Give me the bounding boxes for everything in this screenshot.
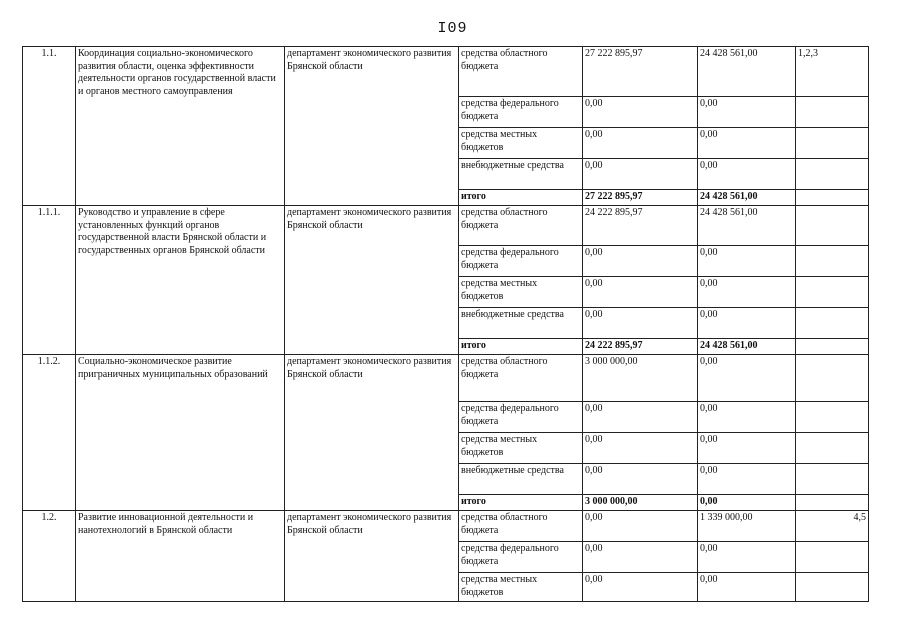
amount-2018: 0,00	[583, 433, 698, 464]
funding-source: средства областного бюджета	[459, 47, 583, 97]
amount-2019: 0,00	[698, 495, 796, 511]
item-executor: департамент экономического развития Брянской области	[285, 511, 459, 602]
amount-2018: 0,00	[583, 97, 698, 128]
amount-2018: 27 222 895,97	[583, 190, 698, 206]
amount-2019: 0,00	[698, 308, 796, 339]
amount-2018: 0,00	[583, 308, 698, 339]
item-name: Развитие инновационной деятельности и нанотехнологий в Брянской области	[76, 511, 285, 602]
amount-2019: 0,00	[698, 97, 796, 128]
indicator-reference	[796, 128, 869, 159]
amount-2018: 0,00	[583, 511, 698, 542]
amount-2019: 24 428 561,00	[698, 47, 796, 97]
indicator-reference	[796, 573, 869, 602]
indicator-reference	[796, 97, 869, 128]
table-row	[23, 355, 869, 402]
funding-source: средства местных бюджетов	[459, 277, 583, 308]
amount-2018: 0,00	[583, 277, 698, 308]
funding-source: внебюджетные средства	[459, 159, 583, 190]
amount-2018: 3 000 000,00	[583, 495, 698, 511]
budget-table-body	[23, 47, 869, 602]
indicator-reference	[796, 308, 869, 339]
amount-2018: 0,00	[583, 573, 698, 602]
item-name: Социально-экономическое развитие приграничных муниципальных образований	[76, 355, 285, 511]
amount-2019: 0,00	[698, 277, 796, 308]
item-number: 1.1.2.	[23, 355, 76, 511]
amount-2018: 0,00	[583, 542, 698, 573]
indicator-reference	[796, 339, 869, 355]
funding-source: внебюджетные средства	[459, 308, 583, 339]
item-number: 1.1.1.	[23, 206, 76, 355]
funding-source: средства федерального бюджета	[459, 402, 583, 433]
funding-source: итого	[459, 495, 583, 511]
funding-source: средства областного бюджета	[459, 511, 583, 542]
funding-source: итого	[459, 339, 583, 355]
item-name: Координация социально-экономического развития области, оценка эффективности деятельности органов государственной власти и органов местного самоуправления	[76, 47, 285, 206]
indicator-reference	[796, 433, 869, 464]
amount-2019: 0,00	[698, 433, 796, 464]
amount-2019: 1 339 000,00	[698, 511, 796, 542]
item-executor: департамент экономического развития Брянской области	[285, 355, 459, 511]
amount-2019: 0,00	[698, 402, 796, 433]
funding-source: средства федерального бюджета	[459, 542, 583, 573]
indicator-reference: 1,2,3	[796, 47, 869, 97]
table-row	[23, 511, 869, 542]
amount-2018: 3 000 000,00	[583, 355, 698, 402]
amount-2019: 0,00	[698, 246, 796, 277]
amount-2018: 27 222 895,97	[583, 47, 698, 97]
table-row	[23, 47, 869, 97]
indicator-reference	[796, 464, 869, 495]
amount-2019: 24 428 561,00	[698, 206, 796, 246]
indicator-reference	[796, 246, 869, 277]
amount-2019: 0,00	[698, 464, 796, 495]
item-executor: департамент экономического развития Брянской области	[285, 206, 459, 355]
amount-2019: 0,00	[698, 159, 796, 190]
amount-2018: 24 222 895,97	[583, 206, 698, 246]
amount-2018: 0,00	[583, 464, 698, 495]
funding-source: средства федерального бюджета	[459, 246, 583, 277]
funding-source: средства местных бюджетов	[459, 573, 583, 602]
amount-2018: 0,00	[583, 402, 698, 433]
indicator-reference	[796, 402, 869, 433]
amount-2018: 24 222 895,97	[583, 339, 698, 355]
amount-2019: 24 428 561,00	[698, 190, 796, 206]
budget-table	[22, 46, 869, 602]
amount-2018: 0,00	[583, 159, 698, 190]
funding-source: средства местных бюджетов	[459, 433, 583, 464]
page-number: I09	[437, 20, 468, 37]
funding-source: средства местных бюджетов	[459, 128, 583, 159]
funding-source: итого	[459, 190, 583, 206]
indicator-reference: 4,5	[796, 511, 869, 542]
funding-source: внебюджетные средства	[459, 464, 583, 495]
indicator-reference	[796, 542, 869, 573]
item-number: 1.1.	[23, 47, 76, 206]
indicator-reference	[796, 277, 869, 308]
indicator-reference	[796, 159, 869, 190]
item-name: Руководство и управление в сфере установленных функций органов государственной власти Брянской области и государственных органов Брянской области	[76, 206, 285, 355]
table-row	[23, 206, 869, 246]
item-number: 1.2.	[23, 511, 76, 602]
amount-2019: 0,00	[698, 128, 796, 159]
funding-source: средства федерального бюджета	[459, 97, 583, 128]
indicator-reference	[796, 495, 869, 511]
indicator-reference	[796, 206, 869, 246]
amount-2018: 0,00	[583, 128, 698, 159]
funding-source: средства областного бюджета	[459, 206, 583, 246]
amount-2019: 0,00	[698, 542, 796, 573]
indicator-reference	[796, 190, 869, 206]
funding-source: средства областного бюджета	[459, 355, 583, 402]
amount-2018: 0,00	[583, 246, 698, 277]
item-executor: департамент экономического развития Брянской области	[285, 47, 459, 206]
indicator-reference	[796, 355, 869, 402]
amount-2019: 0,00	[698, 355, 796, 402]
amount-2019: 24 428 561,00	[698, 339, 796, 355]
amount-2019: 0,00	[698, 573, 796, 602]
